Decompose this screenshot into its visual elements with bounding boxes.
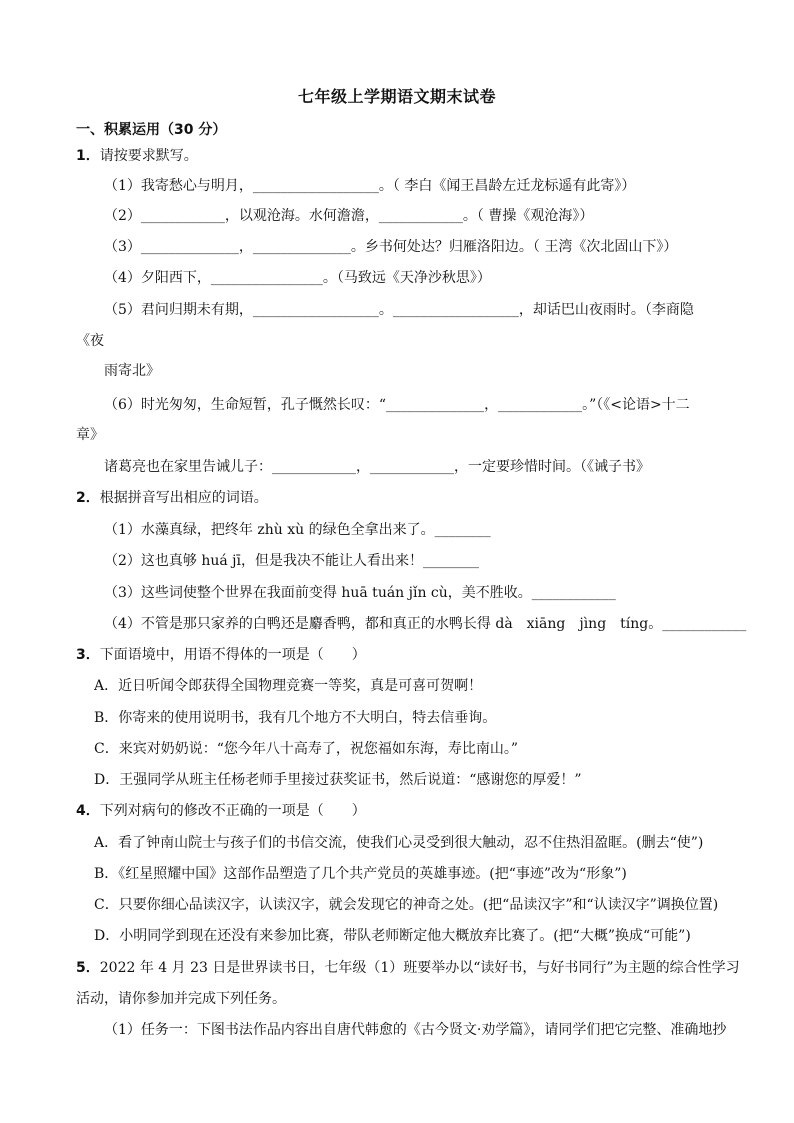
question-stem: 下面语境中，用语不得体的一项是（ ） [99,647,366,663]
option-b: B．《红星照耀中国》这部作品塑造了几个共产党员的英雄事迹。(把“事迹”改为“形象”) [94,866,627,882]
question-stem: 2022 年 4 月 23 日是世界读书日，七年级（1）班要举办以“读好书，与好书同行”为主题的综合性学习 [99,960,740,976]
question-5 [76,958,740,978]
option-a: A．看了钟南山院士与孩子们的书信交流，使我们心灵受到很大触动，忍不住热泪盈眶。(删去“使”) [94,835,704,851]
question-1 [76,146,198,166]
page-title: 七年级上学期语文期末试卷 [297,87,496,106]
question-item-continued: 雨寄北》 [104,363,160,379]
question-number: 2． [76,490,100,506]
question-item: （4）不管是那只家养的白鸭还是麝香鸭，都和真正的水鸭长得 dà xiāng jìng tíng。____________ [104,616,747,632]
option-d: D．小明同学到现在还没有来参加比赛，带队老师断定他大概放弃比赛了。(把“大概”换成“可能”) [94,928,691,944]
question-item-continued: 《夜 [76,333,104,349]
option-d: D．王强同学从班主任杨老师手里接过获奖证书，然后说道：“感谢您的厚爱！” [94,772,582,788]
question-item: （2）____________，以观沧海。水何澹澹，____________。（ 曹操《观沧海》） [104,208,594,224]
question-number: 1． [76,148,100,164]
question-3 [76,645,366,665]
question-4 [76,801,366,821]
question-item: （4）夕阳西下，________________。（马致远《天净沙秋思》） [104,270,491,286]
question-item: （3）______________，______________。乡书何处达？归雁洛阳边。（ 王湾《次北固山下》） [104,239,678,255]
question-2 [76,488,268,508]
question-item: （1）水藻真绿，把终年 zhù xù 的绿色全拿出来了。________ [104,522,491,538]
option-a: A．近日听闻令郎获得全国物理竞赛一等奖，真是可喜可贺啊！ [94,678,483,694]
task-1: （1）任务一：下图书法作品内容出自唐代韩愈的《古今贤文·劝学篇》，请同学们把它完整、准确地抄 [104,1022,727,1038]
question-number: 3． [76,647,100,663]
question-stem: 请按要求默写。 [99,148,198,164]
question-stem: 根据拼音写出相应的词语。 [99,490,268,506]
question-item: （6）时光匆匆，生命短暂，孔子慨然长叹：“______________，____________。”（《<论语>十二 [104,397,690,413]
question-item-continued: 诸葛亮也在家里告诫儿子：____________，____________，一定要珍惜时间。（《诫子书》 [104,459,650,475]
option-b: B．你寄来的使用说明书，我有几个地方不大明白，特去信垂询。 [94,710,497,726]
question-item: （2）这也真够 huá jī，但是我决不能让人看出来！________ [104,553,480,569]
question-number: 5． [76,960,100,976]
option-c: C．只要你细心品读汉字，认读汉字，就会发现它的神奇之处。(把“品读汉字”和“认读汉字”调换位置) [94,897,719,913]
question-stem: 下列对病句的修改不正确的一项是（ ） [99,803,366,819]
section-heading: 一、积累运用（30 分） [76,122,227,138]
question-item: （1）我寄愁心与明月，__________________。（ 李白《闻王昌龄左迁龙标遥有此寄》） [104,178,636,194]
option-c: C．来宾对奶奶说：“您今年八十高寿了，祝您福如东海，寿比南山。” [94,741,519,757]
question-number: 4． [76,803,100,819]
question-item: （5）君问归期未有期，__________________。__________________，却话巴山夜雨时。（李商隐 [104,302,694,318]
question-stem-continued: 活动，请你参加并完成下列任务。 [76,991,286,1007]
question-item-continued: 章》 [76,427,104,443]
question-item: （3）这些词使整个世界在我面前变得 huā tuán jǐn cù，美不胜收。____________ [104,585,616,601]
